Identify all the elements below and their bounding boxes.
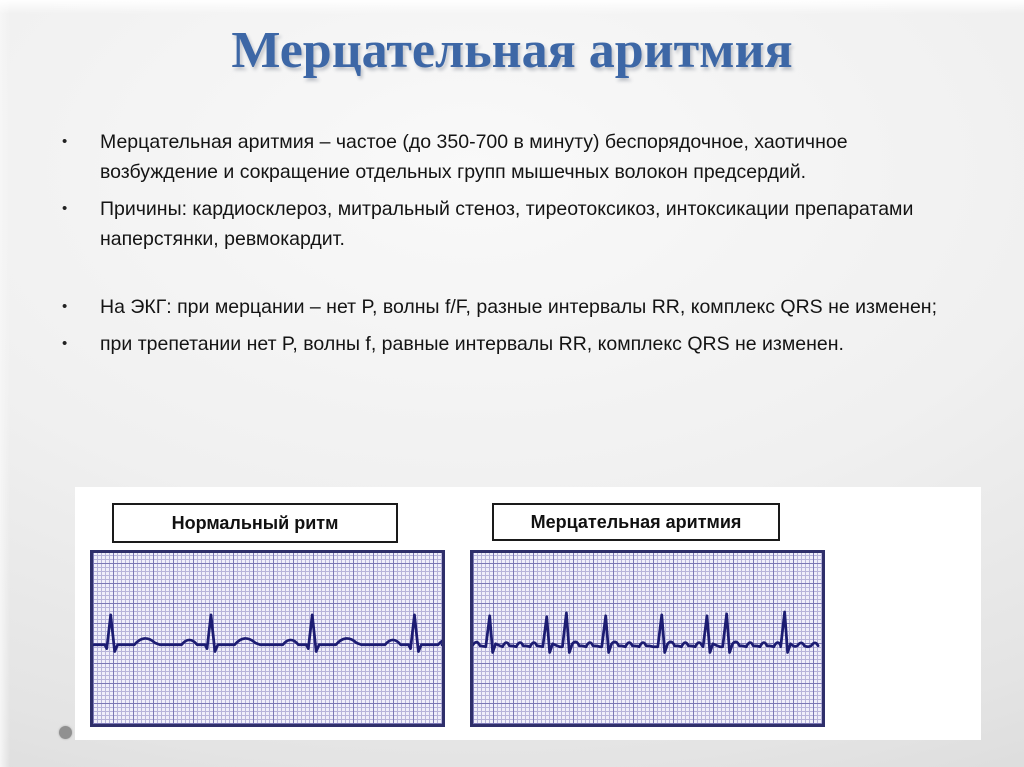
ecg-label-afib (492, 503, 780, 541)
ecg-trace-normal-svg (93, 553, 442, 724)
bullet-item (55, 127, 955, 187)
ecg-trace-normal (93, 615, 442, 652)
ecg-label-afib-text: Мерцательная аритмия (530, 511, 742, 532)
bullet-text: при трепетании нет P, волны f, равные интервалы RR, комплекс QRS не изменен. (100, 333, 844, 355)
ecg-trace-afib-svg (473, 553, 822, 724)
ecg-grid-normal (90, 550, 445, 727)
ecg-label-normal-text: Нормальный ритм (171, 512, 339, 533)
bullet-text: Причины: кардиосклероз, митральный стеноз, тиреотоксикоз, интоксикации препаратами наперстянки, ревмокардит. (100, 198, 914, 250)
bullet-item (55, 292, 955, 322)
slide-corner-bullet-dot (59, 726, 72, 739)
bullet-marker-icon: • (62, 335, 68, 352)
bullet-text: На ЭКГ: при мерцании – нет P, волны f/F, разные интервалы RR, комплекс QRS не изменен; (100, 296, 937, 318)
slide-title: Мерцательная аритмия (231, 22, 793, 79)
bullet-item (55, 329, 955, 359)
bullet-marker-icon: • (62, 200, 68, 217)
bullet-marker-icon: • (62, 133, 68, 150)
ecg-grid-afib (470, 550, 825, 727)
ecg-comparison-figure (75, 487, 981, 740)
ecg-trace-afib (473, 612, 818, 653)
bullet-text: Мерцательная аритмия – частое (до 350-700 в минуту) беспорядочное, хаотичное возбуждение и сокращение отдельных групп мышечных волокон предсердий. (100, 131, 848, 183)
ecg-label-normal (112, 503, 398, 543)
bullet-item (55, 194, 955, 254)
bullet-marker-icon: • (62, 298, 68, 315)
bullet-list (55, 127, 955, 366)
